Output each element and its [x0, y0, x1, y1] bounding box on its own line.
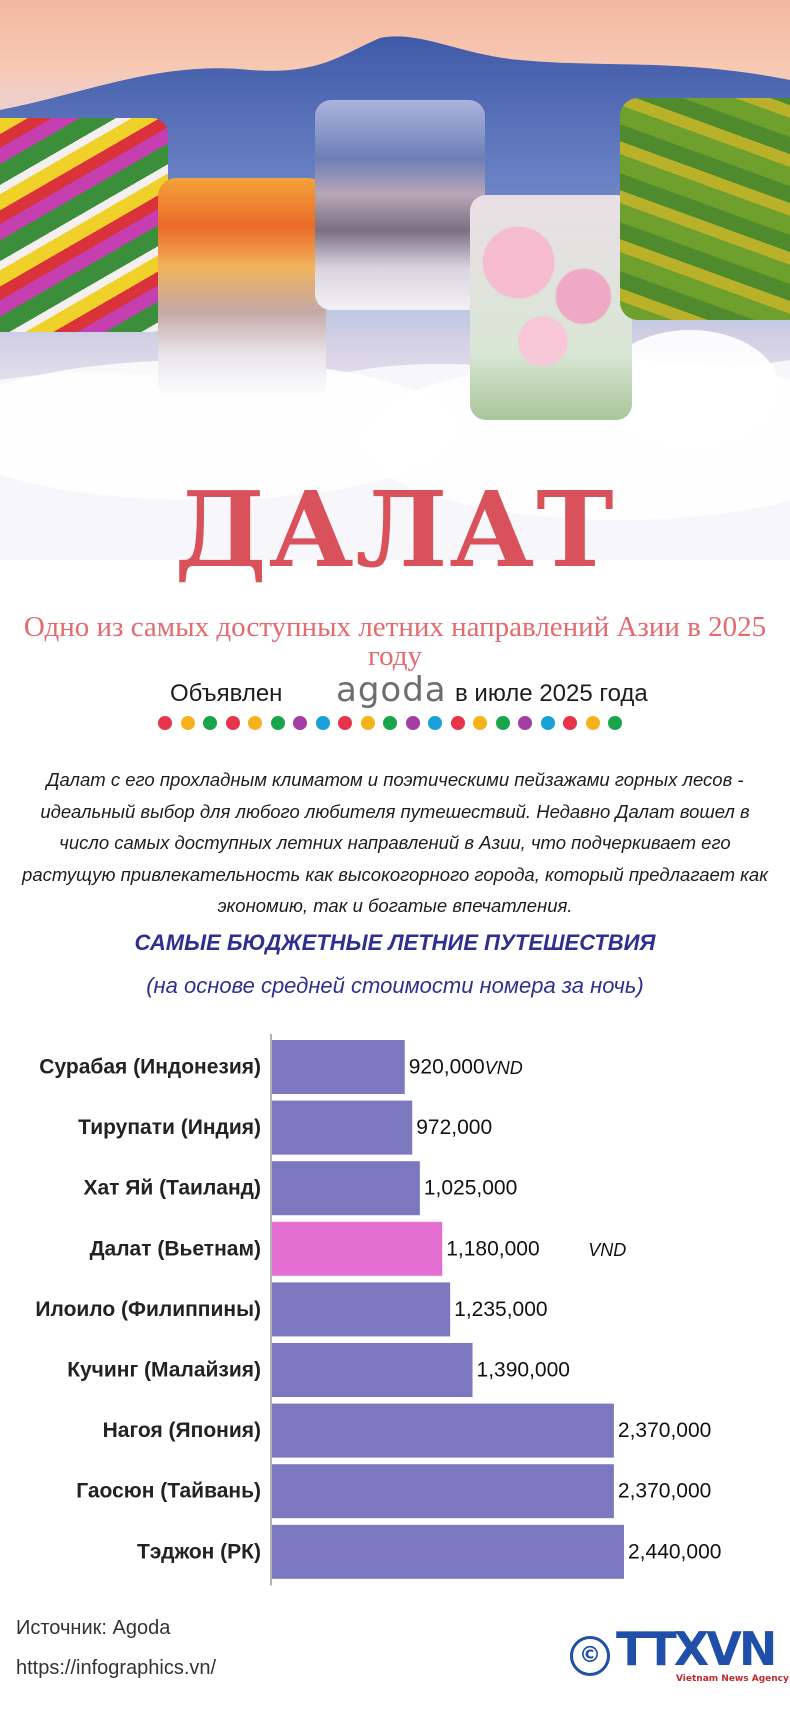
- category-label: Сурабая (Индонезия): [39, 1055, 261, 1079]
- bar: [272, 1343, 473, 1397]
- bar: [272, 1404, 614, 1458]
- divider-dot: [586, 716, 600, 730]
- divider-dot: [383, 716, 397, 730]
- ttxvn-logo: TTXVN: [616, 1622, 775, 1676]
- bar-chart: [0, 1030, 790, 1590]
- bar: [272, 1040, 405, 1094]
- divider-dot: [293, 716, 307, 730]
- description-paragraph: Далат с его прохладным климатом и поэтическими пейзажами горных лесов - идеальный выбор для любого любителя путешествий. Недавно Далат вошел в число самых доступных летних направлений в Азии, что подчеркивает его растущую привлекательность как высокогорного города, который предлагает как экономию, так и богатые впечатления.: [22, 769, 768, 916]
- category-label: Хат Яй (Таиланд): [83, 1176, 261, 1200]
- ttxvn-logo-subtitle: Vietnam News Agency: [676, 1674, 789, 1684]
- category-label: Тэджон (РК): [136, 1540, 261, 1564]
- value-label: 2,440,000: [628, 1540, 722, 1564]
- category-label: Кучинг (Малайзия): [67, 1358, 261, 1382]
- category-label: Нагоя (Япония): [102, 1419, 261, 1443]
- bar: [272, 1282, 450, 1336]
- bar: [272, 1525, 624, 1579]
- page-title: ДАЛАТ: [174, 468, 616, 591]
- category-label: Далат (Вьетнам): [89, 1237, 261, 1261]
- chart-title: САМЫЕ БЮДЖЕТНЫЕ ЛЕТНИЕ ПУТЕШЕСТВИЯ: [134, 930, 656, 955]
- divider-dot: [518, 716, 532, 730]
- divider-dot: [608, 716, 622, 730]
- unit-label: VND: [588, 1239, 627, 1260]
- source-text: Источник: Agoda: [16, 1617, 171, 1639]
- chart-subtitle: (на основе средней стоимости номера за ночь): [146, 973, 644, 998]
- value-label: 1,180,000: [446, 1237, 540, 1261]
- announce-prefix: Объявлен: [170, 680, 283, 707]
- copyright-icon: ©: [570, 1636, 610, 1676]
- agoda-logo: agoda: [336, 670, 447, 710]
- value-label: 972,000: [416, 1116, 493, 1140]
- divider-dot: [428, 716, 442, 730]
- divider-dot: [451, 716, 465, 730]
- value-label: 1,390,000: [476, 1358, 570, 1382]
- divider-dot: [181, 716, 195, 730]
- value-label: 1,025,000: [423, 1176, 518, 1200]
- announce-suffix: в июле 2025 года: [455, 680, 648, 707]
- photo-flower-garden: [0, 118, 168, 332]
- photo-green-hills: [620, 98, 790, 320]
- divider-dot: [361, 716, 375, 730]
- bar: [272, 1101, 412, 1155]
- category-label: Гаосюн (Тайвань): [76, 1479, 261, 1503]
- divider-dot: [541, 716, 555, 730]
- divider-dot: [316, 716, 330, 730]
- bar: [272, 1161, 420, 1215]
- divider-dot: [473, 716, 487, 730]
- source-url[interactable]: https://infographics.vn/: [16, 1657, 217, 1679]
- announcement-line: [0, 670, 790, 712]
- page-subtitle: Одно из самых доступных летних направлений Азии в 2025 году: [23, 611, 767, 672]
- bar: [272, 1222, 442, 1276]
- photo-city-fog: [315, 100, 485, 310]
- divider-dot: [271, 716, 285, 730]
- divider-dot: [406, 716, 420, 730]
- divider-dot: [338, 716, 352, 730]
- divider-dot: [203, 716, 217, 730]
- divider-dot: [563, 716, 577, 730]
- value-label: 1,235,000: [454, 1297, 548, 1321]
- unit-label: VND: [484, 1058, 523, 1078]
- bar: [272, 1464, 614, 1518]
- category-label: Тирупати (Индия): [78, 1116, 261, 1140]
- divider-dot: [496, 716, 510, 730]
- photo-sunset-fog: [158, 178, 326, 400]
- category-label: Илоило (Филиппины): [35, 1297, 261, 1321]
- divider-dot: [158, 716, 172, 730]
- value-label: 920,000: [408, 1055, 485, 1079]
- photo-cherry-blossom: [470, 195, 632, 420]
- divider-dot: [226, 716, 240, 730]
- value-label: 2,370,000: [617, 1419, 712, 1443]
- divider-dot: [248, 716, 262, 730]
- value-label: 2,370,000: [617, 1479, 712, 1503]
